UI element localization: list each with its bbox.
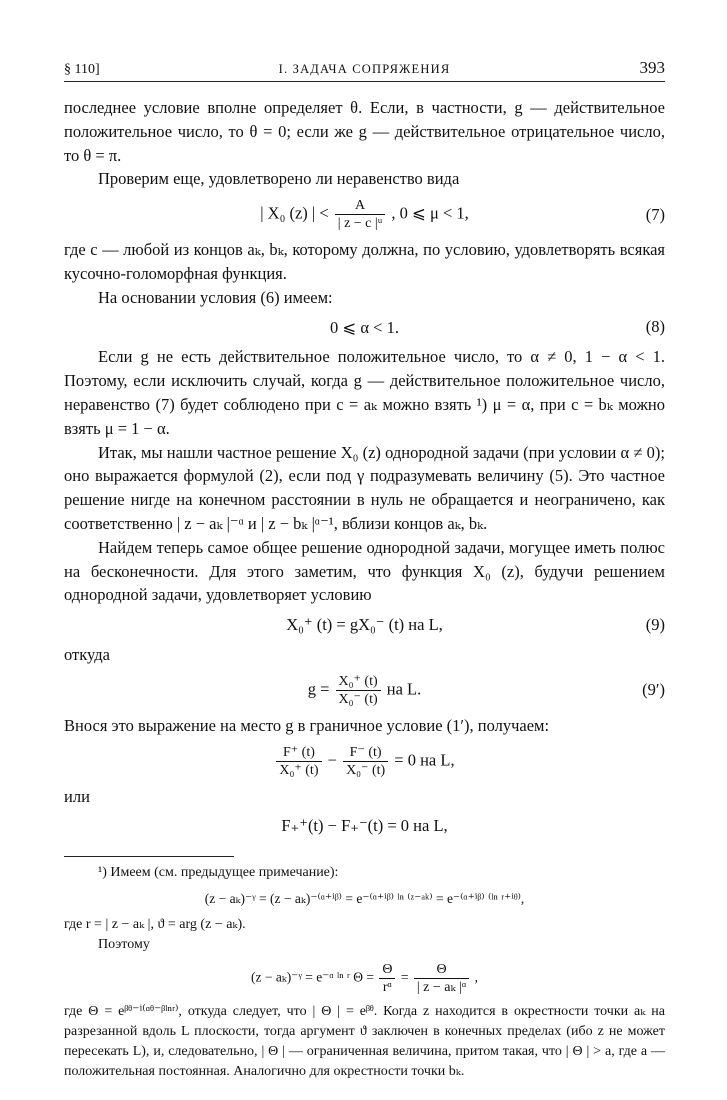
eq7-num: A <box>335 197 386 215</box>
header-rule <box>64 81 665 82</box>
footnote <box>64 863 665 1082</box>
footnote-text: где Θ = eᵝᶿ⁻ⁱ⁽ᵅᶿ⁻ᵝˡⁿʳ⁾, откуда следует, что | Θ | = eᵝᶿ. Когда z находится в окрестности точки aₖ на разрезанной вдоль L плоскости, тогда аргумент ϑ заключен в конечных пределах (ибо z не может пересекать L), и, следовательно, | Θ | — ограниченная величина, притом такая, что | Θ | > a, где a — положительная постоянная. Аналогично для окрестности точки bₖ. <box>64 1004 665 1080</box>
equation-9 <box>64 613 665 637</box>
footnote-equation-b <box>64 961 665 996</box>
eq10-num1: F⁺ (t) <box>276 744 321 762</box>
eq7-fraction <box>335 197 386 232</box>
fn-eqA-text: (z − aₖ)⁻ᵞ = (z − aₖ)⁻⁽ᵅ⁺ⁱᵝ⁾ = e⁻⁽ᵅ⁺ⁱᵝ⁾ ˡⁿ ⁽ᶻ⁻ᵃᵏ⁾ = e⁻⁽ᵅ⁺ⁱᵝ⁾ ⁽ˡⁿ ʳ⁺ⁱᶿ⁾, <box>204 891 525 907</box>
running-header <box>64 56 665 80</box>
paragraph-9: Внося это выражение на место g в граничное условие (1′), получаем: <box>64 715 550 735</box>
equation-9-prime <box>64 673 665 708</box>
equation-11 <box>64 814 665 838</box>
fn-eqB-fraction-1 <box>379 961 395 996</box>
footnote-equation-a <box>64 889 665 909</box>
paragraph-4: На основании условия (6) имеем: <box>98 287 333 307</box>
paragraph-8: откуда <box>64 644 110 664</box>
eq7-left: | X₀ (z) | < <box>260 203 329 223</box>
paragraph-3: где c — любой из концов aₖ, bₖ, которому должна, по условию, удовлетворять всякая кусочно-голоморфная функция. <box>64 240 665 283</box>
eq10-right: = 0 на L, <box>394 749 455 769</box>
eq9p-num: X₀⁺ (t) <box>336 673 381 691</box>
paragraph-6: Итак, мы нашли частное решение X₀ (z) однородной задачи (при условии α ≠ 0); оно выражается формулой (2), если под γ подразумевать величину (5). Это частное решение нигде на конечном расстоянии в нуль не обращается и неограничено, как соответственно | z − aₖ |⁻ᵅ и | z − bₖ |ᵅ⁻¹, вблизи концов aₖ, bₖ. <box>64 442 665 533</box>
eq9-text: X₀⁺ (t) = gX₀⁻ (t) на L, <box>286 615 443 635</box>
chapter-title: I. ЗАДАЧА СОПРЯЖЕНИЯ <box>278 62 451 76</box>
eq9-label: (9) <box>645 615 665 635</box>
paragraph-5: Если g не есть действительное положительное число, то α ≠ 0, 1 − α < 1. Поэтому, если исключить случай, когда g — действительное положительное число, неравенство (7) будет соблюдено при c = aₖ можно взять ¹) μ = α, при c = bₖ можно взять μ = 1 − α. <box>64 347 665 438</box>
eq9p-fraction <box>336 673 381 708</box>
eq7-den: | z − c |ᵘ <box>337 216 383 232</box>
fn-eqB-num2: Θ <box>414 961 469 979</box>
eq8-label: (8) <box>645 317 665 337</box>
eq10-den2: X₀⁻ (t) <box>346 762 386 778</box>
footnote-therefore: Поэтому <box>98 937 150 953</box>
main-text <box>64 96 665 1082</box>
eq9p-left: g = <box>307 679 330 699</box>
paragraph-7: Найдем теперь самое общее решение однородной задачи, могущее иметь полюс на бесконечности. Для этого заметим, что функция X₀ (z), будучи решением однородной задачи, удовлетворяет условию <box>64 537 665 605</box>
equation-10 <box>64 744 665 779</box>
eq11-text: F₊⁺(t) − F₊⁻(t) = 0 на L, <box>281 816 448 836</box>
eq10-num2: F⁻ (t) <box>343 744 388 762</box>
fn-eqB-num1: Θ <box>379 961 395 979</box>
eq9p-den: X₀⁻ (t) <box>338 691 378 707</box>
eq8-text: 0 ⩽ α < 1. <box>330 317 399 337</box>
paragraph-1: последнее условие вполне определяет θ. Если, в частности, g — действительное положительное число, то θ = 0; если же g — действительное отрицательное число, то θ = π. <box>64 98 665 165</box>
eq10-minus: − <box>327 749 337 769</box>
fn-eqB-den2: | z − aₖ |ᵅ <box>416 980 467 996</box>
eq10-fraction-1 <box>276 744 321 779</box>
eq10-den1: X₀⁺ (t) <box>279 762 319 778</box>
fn-eqB-eq: = <box>400 969 409 985</box>
eq10-fraction-2 <box>343 744 388 779</box>
eq9p-right: на L. <box>386 679 422 699</box>
fn-eqB-left: (z − aₖ)⁻ᵞ = e⁻ᵅ ˡⁿ ʳ Θ = <box>250 969 374 985</box>
eq9p-label: (9′) <box>642 680 665 700</box>
footnote-intro: ¹) Имеем (см. предыдущее примечание): <box>98 865 339 881</box>
fn-eqB-den1: rᵅ <box>382 980 392 996</box>
paragraph-10: или <box>64 786 90 806</box>
eq7-label: (7) <box>645 204 665 224</box>
fn-eqB-right: , <box>474 969 479 985</box>
fn-eqB-fraction-2 <box>414 961 469 996</box>
footnote-rule <box>64 856 234 857</box>
page-number: 393 <box>639 58 665 77</box>
equation-7 <box>64 197 665 232</box>
footnote-where: где r = | z − aₖ |, ϑ = arg (z − aₖ). <box>64 917 246 933</box>
paragraph-2: Проверим еще, удовлетворено ли неравенство вида <box>98 169 460 189</box>
eq7-right: , 0 ⩽ μ < 1, <box>391 203 469 223</box>
section-marker: § 110] <box>64 62 100 77</box>
equation-8 <box>64 316 665 340</box>
